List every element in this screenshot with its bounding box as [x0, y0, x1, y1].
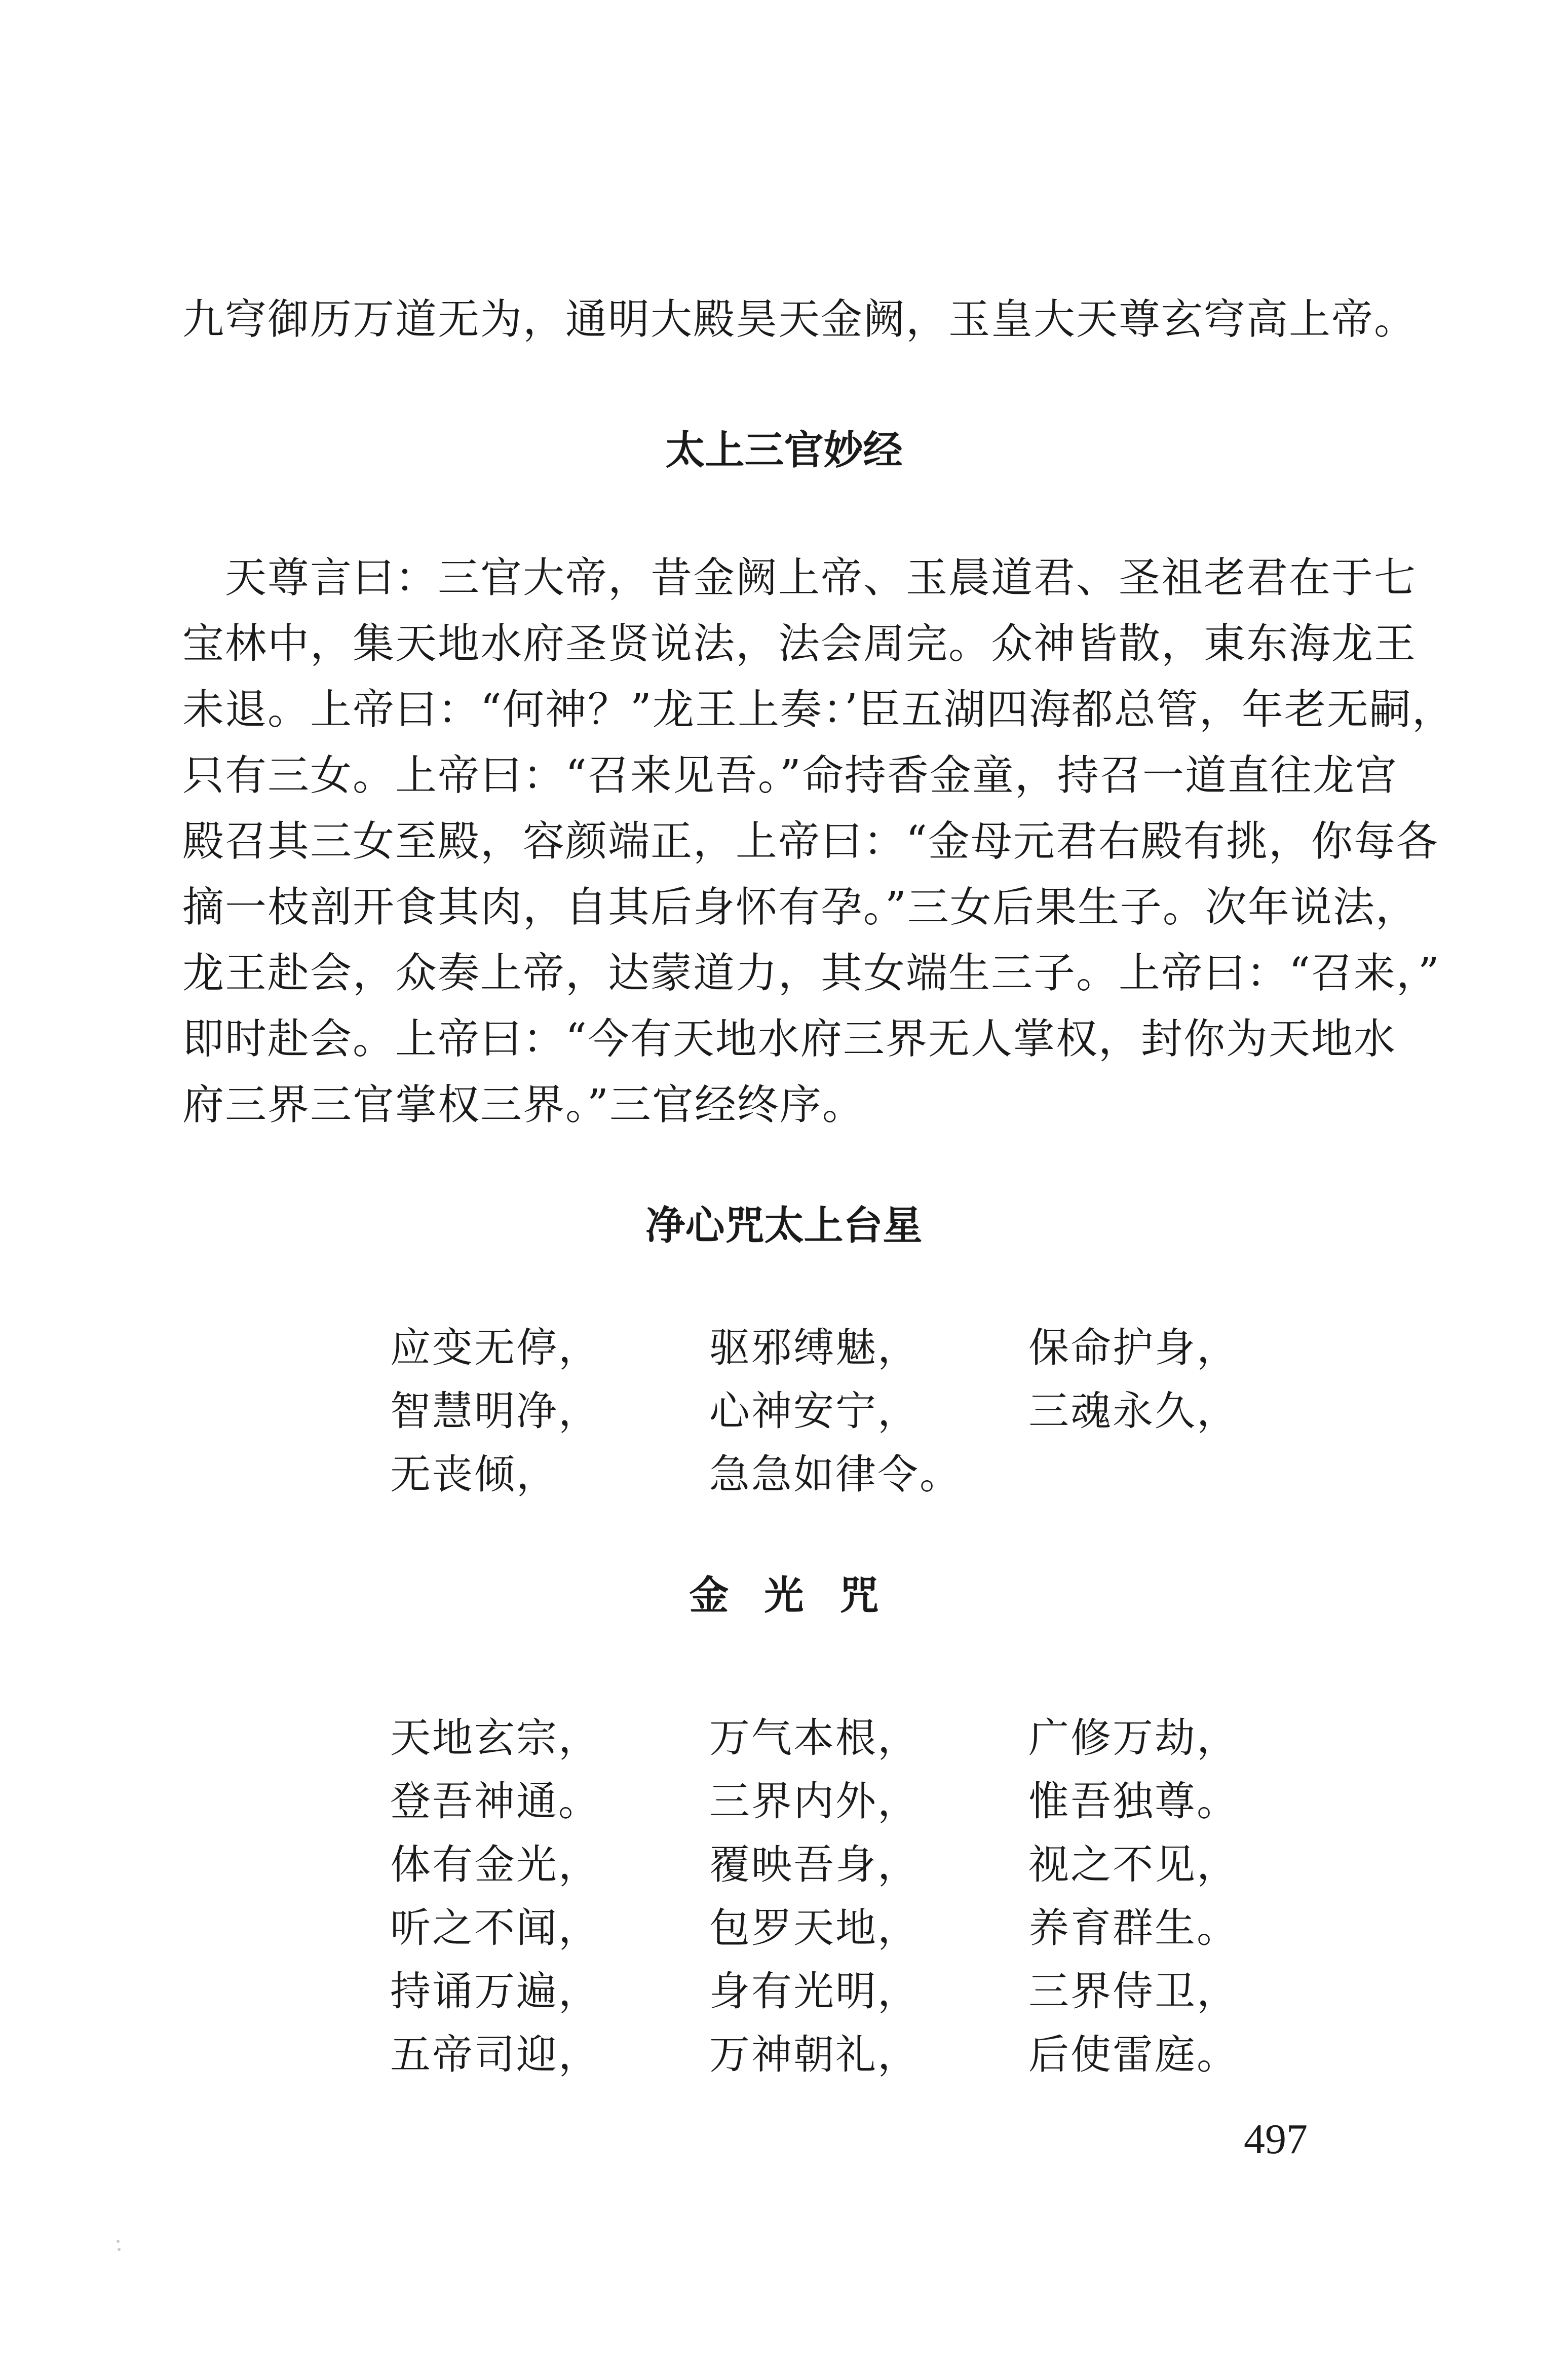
- verse-cell: 保命护身，: [1028, 1324, 1239, 1371]
- verse-cell: 心神安宁，: [709, 1387, 920, 1435]
- paragraph-line: 摘一枝剖开食其肉，自其后身怀有孕。”三女后果生子。次年说法，: [182, 883, 1418, 931]
- verse-cell: 急急如律令。: [709, 1451, 962, 1498]
- verse-cell: 养育群生。: [1028, 1904, 1239, 1951]
- opening-line: 九穹御历万道无为，通明大殿昊天金阙，玉皇大天尊玄穹高上帝。: [182, 295, 1417, 344]
- verse-cell: 广修万劫，: [1028, 1714, 1239, 1761]
- verse-cell: 视之不见，: [1028, 1841, 1239, 1888]
- paragraph-line: 殿召其三女至殿，容颜端正，上帝曰：“金母元君右殿有挑，你每各: [182, 817, 1439, 866]
- verse-cell: 天地玄宗，: [390, 1714, 600, 1761]
- scan-speck: [118, 2248, 121, 2251]
- section-title-jingxin: 净心咒太上台星: [645, 1203, 923, 1249]
- verse-cell: 应变无停，: [390, 1324, 600, 1371]
- paragraph-line: 宝林中，集天地水府圣贤说法，法会周完。众神皆散，東东海龙王: [182, 620, 1417, 668]
- verse-cell: 后使雷庭。: [1028, 2031, 1239, 2078]
- paragraph-line: 即时赴会。上帝曰：“今有天地水府三界无人掌权，封你为天地水: [182, 1015, 1396, 1063]
- verse-cell: 包罗天地，: [709, 1904, 920, 1951]
- verse-cell: 听之不闻，: [390, 1904, 600, 1951]
- verse-cell: 万神朝礼，: [709, 2031, 920, 2078]
- verse-cell: 三界内外，: [709, 1778, 920, 1825]
- verse-cell: 五帝司迎，: [390, 2031, 600, 2078]
- paragraph-line: 府三界三官掌权三界。”三官经终序。: [182, 1081, 865, 1129]
- verse-cell: 身有光明，: [709, 1968, 920, 2015]
- paragraph-line: 未退。上帝曰：“何神？”龙王上奏：’臣五湖四海都总管，年老无嗣，: [182, 686, 1455, 734]
- verse-cell: 持诵万遍，: [390, 1968, 600, 2015]
- verse-cell: 智慧明净，: [390, 1387, 600, 1435]
- verse-cell: 惟吾独尊。: [1028, 1778, 1239, 1825]
- paragraph-line: 天尊言曰：三官大帝，昔金阙上帝、玉晨道君、圣祖老君在于七: [182, 554, 1417, 602]
- section-title-sanguan: 太上三官妙经: [665, 428, 903, 473]
- verse-cell: 覆映吾身，: [709, 1841, 920, 1888]
- verse-cell: 无丧倾，: [390, 1451, 558, 1498]
- verse-cell: 三界侍卫，: [1028, 1968, 1239, 2015]
- verse-cell: 三魂永久，: [1028, 1387, 1239, 1435]
- section-title-jinguang: 金光咒: [689, 1573, 914, 1619]
- verse-cell: 驱邪缚魅，: [709, 1324, 920, 1371]
- page-number: 497: [1244, 2116, 1308, 2163]
- paragraph-line: 只有三女。上帝曰：“召来见吾。”命持香金童，持召一道直往龙宫: [182, 752, 1398, 800]
- scan-speck: [117, 2240, 120, 2243]
- verse-cell: 万气本根，: [709, 1714, 920, 1761]
- paragraph-line: 龙王赴会，众奏上帝，达蒙道力，其女端生三子。上帝曰：“召来，”: [182, 949, 1440, 997]
- verse-cell: 体有金光，: [390, 1841, 600, 1888]
- verse-cell: 登吾神通。: [390, 1778, 600, 1825]
